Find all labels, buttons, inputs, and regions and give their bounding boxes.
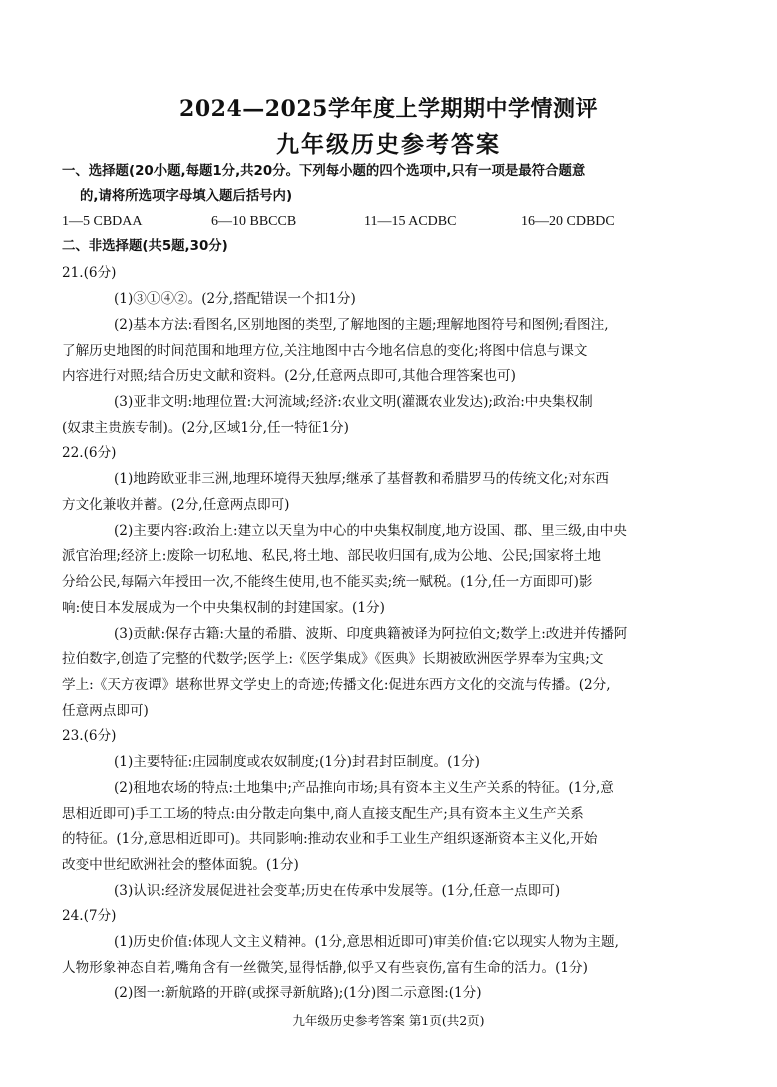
- q24-part1-line2: 人物形象神态自若,嘴角含有一丝微笑,显得恬静,似乎又有些哀伤,富有生命的活力。(1分): [62, 960, 588, 976]
- q24-label: 24.(7分): [62, 908, 117, 924]
- q22-part2-line2: 派官治理;经济上:废除一切私地、私民,将土地、部民收归国有,成为公地、公民;国家将土地: [62, 548, 601, 564]
- q22-part2-line4: 响:使日本发展成为一个中央集权制的封建国家。(1分): [62, 600, 385, 616]
- section1-heading: 一、选择题(20小题,每题1分,共20分。下列每小题的四个选项中,只有一项是最符合题意: [62, 164, 586, 179]
- q21-part2-line2: 了解历史地图的时间范围和地理方位,关注地图中古今地名信息的变化;将图中信息与课文: [62, 343, 588, 359]
- q21-part2-line1: (2)基本方法:看图名,区别地图的类型,了解地图的主题;理解地图符号和图例;看图注,: [114, 317, 609, 333]
- answer-group-3: 11—15 ACDBC: [364, 214, 457, 229]
- q23-part1: (1)主要特征:庄园制度或农奴制度;(1分)封君封臣制度。(1分): [114, 754, 480, 770]
- q22-part3-line4: 任意两点即可): [62, 703, 149, 719]
- q22-part2-line3: 分给公民,每隔六年授田一次,不能终生使用,也不能买卖;统一赋税。(1分,任一方面即可)影: [62, 574, 593, 590]
- section1-heading-cont: 的,请将所选项字母填入题后括号内): [80, 189, 293, 204]
- q23-part3: (3)认识:经济发展促进社会变革;历史在传承中发展等。(1分,任意一点即可): [114, 883, 561, 899]
- answer-group-1: 1—5 CBDAA: [62, 214, 143, 229]
- q22-part3-line3: 学上:《天方夜谭》堪称世界文学史上的奇迹;传播文化:促进东西方文化的交流与传播。(2分,: [62, 677, 611, 693]
- page-subtitle: 九年级历史参考答案: [276, 131, 501, 158]
- q22-part3-line1: (3)贡献:保存古籍:大量的希腊、波斯、印度典籍被译为阿拉伯文;数学上:改进并传播阿: [114, 626, 628, 642]
- q21-part1: (1)③①④②。(2分,搭配错误一个扣1分): [114, 291, 356, 307]
- q22-part3-line2: 拉伯数字,创造了完整的代数学;医学上:《医学集成》《医典》长期被欧洲医学界奉为宝典;文: [62, 651, 604, 667]
- q22-part1-line1: (1)地跨欧亚非三洲,地理环境得天独厚;继承了基督教和希腊罗马的传统文化;对东西: [114, 471, 609, 487]
- q23-part2-line4: 改变中世纪欧洲社会的整体面貌。(1分): [62, 857, 299, 873]
- q21-label: 21.(6分): [62, 265, 117, 281]
- q24-part2: (2)图一:新航路的开辟(或探寻新航路);(1分)图二示意图:(1分): [114, 985, 482, 1001]
- q21-part2-line3: 内容进行对照;结合历史文献和资料。(2分,任意两点即可,其他合理答案也可): [62, 368, 516, 384]
- q23-part2-line3: 的特征。(1分,意思相近即可)。共同影响:推动农业和手工业生产组织逐渐资本主义化,开始: [62, 831, 598, 847]
- q21-part3-line2: (奴隶主贵族专制)。(2分,区域1分,任一特征1分): [62, 420, 349, 436]
- section2-heading: 二、非选择题(共5题,30分): [62, 239, 228, 254]
- q21-part3-line1: (3)亚非文明:地理位置:大河流域;经济:农业文明(灌溉农业发达);政治:中央集权制: [114, 394, 593, 410]
- q23-part2-line1: (2)租地农场的特点:土地集中;产品推向市场;具有资本主义生产关系的特征。(1分,意: [114, 780, 614, 796]
- q24-part1-line1: (1)历史价值:体现人文主义精神。(1分,意思相近即可)审美价值:它以现实人物为主题,: [114, 934, 619, 950]
- q22-label: 22.(6分): [62, 445, 117, 461]
- q23-label: 23.(6分): [62, 728, 117, 744]
- page-footer: 九年级历史参考答案 第1页(共2页): [292, 1013, 485, 1028]
- answer-group-4: 16—20 CDBDC: [521, 214, 615, 229]
- q22-part2-line1: (2)主要内容:政治上:建立以天皇为中心的中央集权制度,地方设国、郡、里三级,由中央: [114, 523, 627, 539]
- q22-part1-line2: 方文化兼收并蓄。(2分,任意两点即可): [62, 497, 290, 513]
- q23-part2-line2: 思相近即可)手工工场的特点:由分散走向集中,商人直接支配生产;具有资本主义生产关系: [62, 806, 584, 822]
- page-title: 2024—2025学年度上学期期中学情测评: [179, 96, 598, 122]
- answer-group-2: 6—10 BBCCB: [211, 214, 297, 229]
